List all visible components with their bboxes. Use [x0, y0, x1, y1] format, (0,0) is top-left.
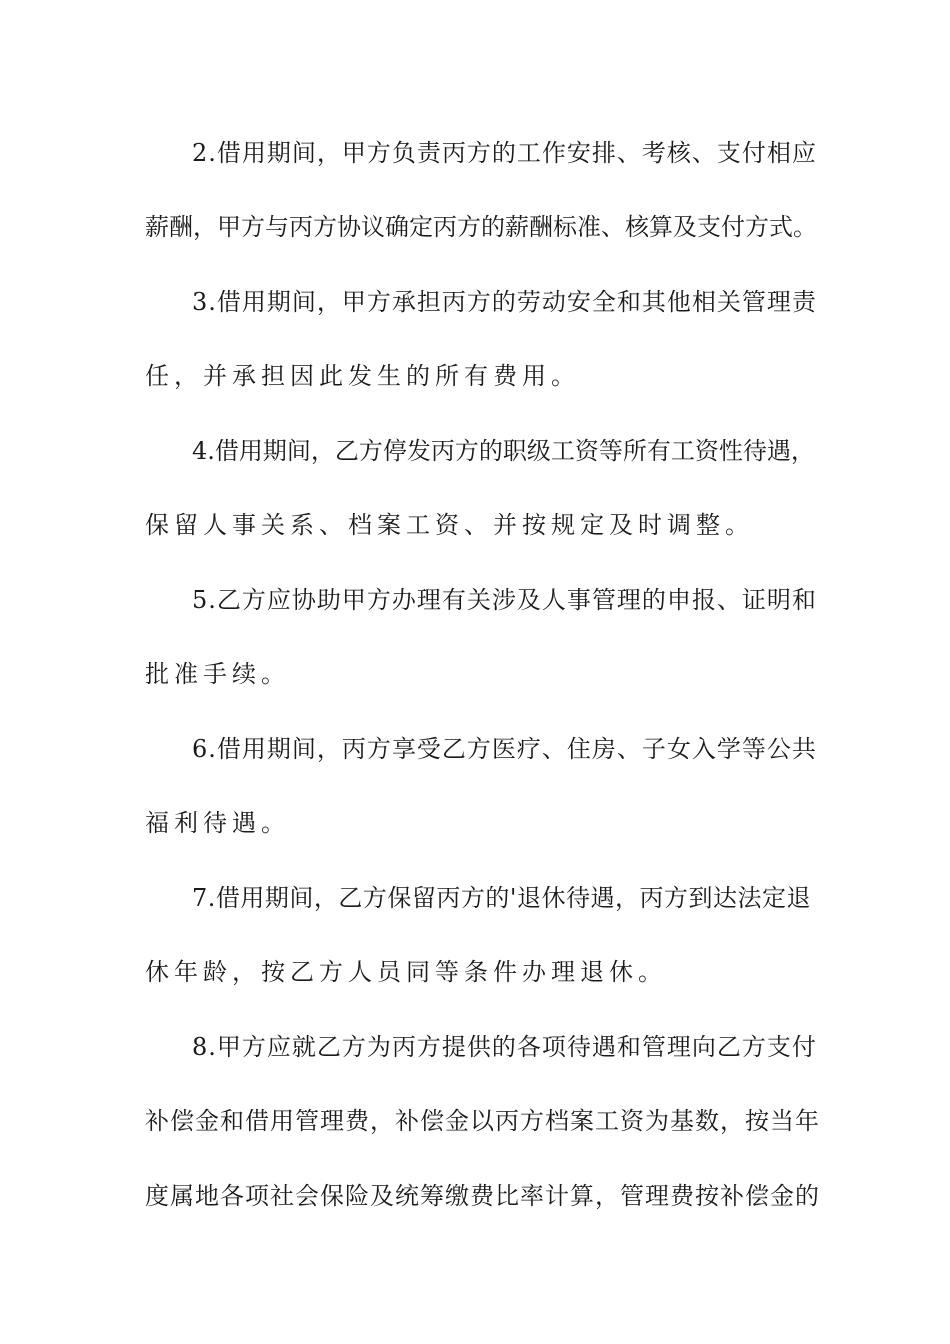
- paragraph-4-line-2: 保留人事关系、档案工资、并按规定及时调整。: [145, 511, 754, 539]
- paragraph-5-line-1: 5.乙方应协助甲方办理有关涉及人事管理的申报、证明和: [192, 586, 817, 614]
- paragraph-3-line-2: 任，并承担因此发生的所有费用。: [145, 362, 580, 390]
- paragraph-4-line-1: 4.借用期间，乙方停发丙方的职级工资等所有工资性待遇，: [192, 437, 815, 465]
- paragraph-8-line-2: 补偿金和借用管理费，补偿金以丙方档案工资为基数，按当年: [145, 1107, 820, 1135]
- paragraph-6-line-1: 6.借用期间，丙方享受乙方医疗、住房、子女入学等公共: [192, 735, 817, 763]
- paragraph-2-line-1: 2.借用期间，甲方负责丙方的工作安排、考核、支付相应: [192, 139, 817, 167]
- paragraph-3-line-1: 3.借用期间，甲方承担丙方的劳动安全和其他相关管理责: [192, 288, 817, 316]
- paragraph-7-line-1: 7.借用期间，乙方保留丙方的'退休待遇，丙方到达法定退: [192, 884, 811, 912]
- paragraph-6-line-2: 福利待遇。: [145, 809, 290, 837]
- paragraph-5-line-2: 批准手续。: [145, 660, 290, 688]
- paragraph-7-line-2: 休年龄，按乙方人员同等条件办理退休。: [145, 958, 667, 986]
- paragraph-2-line-2: 薪酬，甲方与丙方协议确定丙方的薪酬标准、核算及支付方式。: [145, 213, 817, 241]
- paragraph-8-line-1: 8.甲方应就乙方为丙方提供的各项待遇和管理向乙方支付: [192, 1033, 817, 1061]
- paragraph-8-line-3: 度属地各项社会保险及统筹缴费比率计算，管理费按补偿金的: [145, 1182, 820, 1210]
